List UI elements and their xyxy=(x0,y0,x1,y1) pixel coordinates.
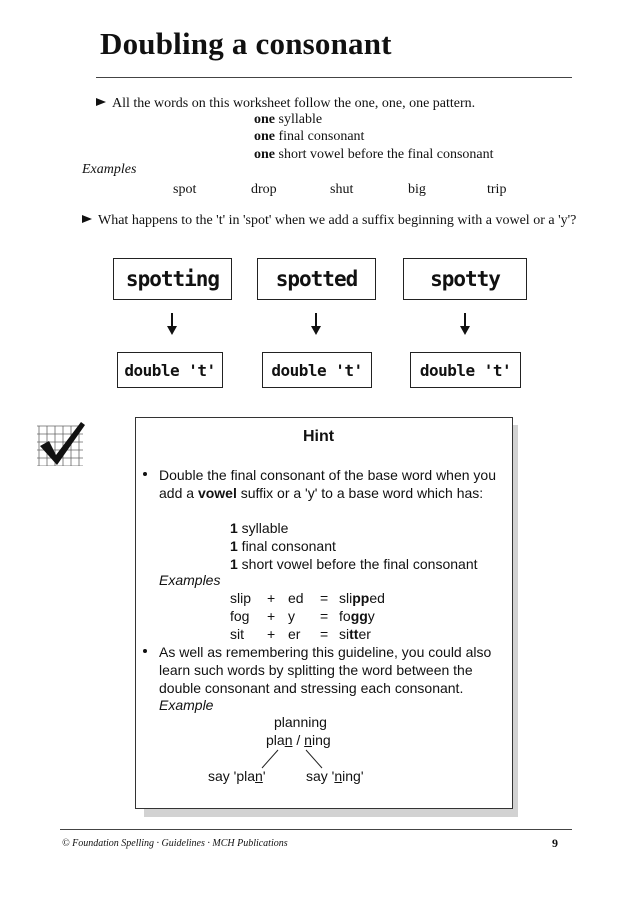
intro-text: All the words on this worksheet follow the one, one, one pattern. xyxy=(112,96,476,111)
equation-result: sitter xyxy=(339,626,371,642)
equation-suffix: y xyxy=(288,608,295,624)
plus-sign: + xyxy=(267,590,276,606)
hint-rule-item: 1 short vowel before the final consonant xyxy=(230,556,478,572)
example-word: drop xyxy=(251,182,277,197)
down-arrow-icon xyxy=(459,313,471,335)
double-t-box: double 't' xyxy=(410,352,521,388)
say-ning: say 'ning' xyxy=(306,768,364,784)
hint-rule-item: 1 final consonant xyxy=(230,538,336,554)
equation-suffix: er xyxy=(288,626,301,642)
word-box-spotty: spotty xyxy=(403,258,527,300)
bullet-dot-icon xyxy=(143,472,147,476)
hint-example-label: Example xyxy=(159,697,214,713)
bullet-dot-icon xyxy=(143,649,147,653)
down-arrow-icon xyxy=(310,313,322,335)
rule-item: one syllable xyxy=(254,112,323,127)
example-word: big xyxy=(408,182,426,197)
plus-sign: + xyxy=(267,626,276,642)
title-divider xyxy=(96,77,572,78)
example-word: spot xyxy=(173,182,197,197)
word-box-spotted: spotted xyxy=(257,258,376,300)
equation-suffix: ed xyxy=(288,590,304,606)
plus-sign: + xyxy=(267,608,276,624)
checkmark-grid-icon xyxy=(37,420,87,466)
example-word: shut xyxy=(330,182,354,197)
equation-result: slipped xyxy=(339,590,385,606)
hint-title: Hint xyxy=(303,428,335,445)
word-box-spotting: spotting xyxy=(113,258,232,300)
rule-item: one short vowel before the final consonant xyxy=(254,147,494,162)
say-plan: say 'plan' xyxy=(208,768,266,784)
question xyxy=(82,212,578,230)
equals-sign: = xyxy=(320,608,329,624)
footer-divider xyxy=(60,829,572,830)
examples-label: Examples xyxy=(82,162,137,177)
question-text: What happens to the 't' in 'spot' when we add a suffix beginning with a vowel or a 'y'? xyxy=(98,213,577,228)
pointer-bullet-icon xyxy=(96,98,106,106)
hint-examples-label: Examples xyxy=(159,572,221,588)
equals-sign: = xyxy=(320,590,329,606)
hint-paragraph-2: As well as remembering this guideline, you could also learn such words by splitting the word between the double consonant and stressing each consonant. xyxy=(159,644,492,696)
hint-rule-item: 1 syllable xyxy=(230,520,289,536)
equals-sign: = xyxy=(320,626,329,642)
down-arrow-icon xyxy=(166,313,178,335)
pointer-bullet-icon xyxy=(82,215,92,223)
equation-base: sit xyxy=(230,626,244,642)
footer-credit: © Foundation Spelling · Guidelines · MCH Publications xyxy=(62,838,288,849)
page-number: 9 xyxy=(552,836,558,850)
rule-item: one final consonant xyxy=(254,129,365,144)
equation-base: slip xyxy=(230,590,252,606)
hint-paragraph-1: Double the final consonant of the base word when you add a vowel suffix or a 'y' to a base word which has: xyxy=(159,467,497,501)
double-t-box: double 't' xyxy=(117,352,223,388)
page-title: Doubling a consonant xyxy=(100,26,392,61)
equation-result: foggy xyxy=(339,608,375,624)
equation-base: fog xyxy=(230,608,250,624)
double-t-box: double 't' xyxy=(262,352,372,388)
planning-word: planning xyxy=(274,714,327,730)
intro-line xyxy=(96,95,475,112)
example-word: trip xyxy=(487,182,507,197)
split-word: plan / ning xyxy=(266,732,331,748)
